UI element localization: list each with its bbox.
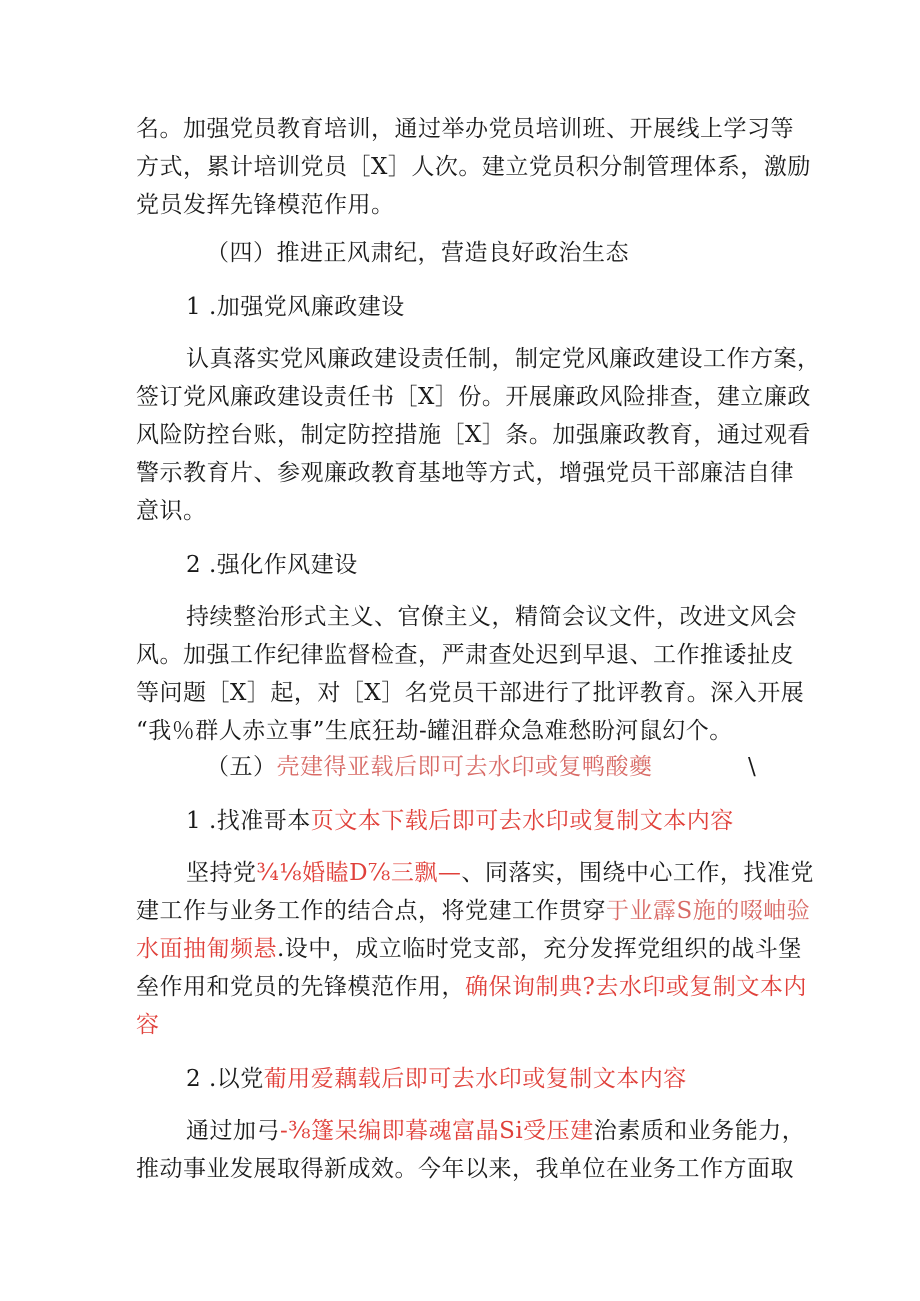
paragraph-line [136,934,802,964]
paragraph-line: 党员发挥先锋模范作用。 [136,192,395,218]
paragraph-line: 方式，累计培训党员［X］人次。建立党员积分制管理体系，激励 [136,154,811,180]
body-text: 坚持党 [186,860,257,886]
body-text: 建工作与业务工作的结合点，将党建工作贯穿 [136,898,606,924]
paragraph-line: 持续整治形式主义、官僚主义，精简会议文件，改进文风会 [186,604,797,630]
body-text: 通过加弓 [186,1118,280,1144]
section-heading: （四）推进正风肃纪，营造良好政治生态 [206,240,629,266]
paragraph-line: 认真落实党风廉政建设责任制，制定党风廉政建设工作方案， [186,346,821,372]
paragraph-line [136,1010,796,1040]
paragraph-line: 推动事业发展取得新成效。今年以来，我单位在业务工作方面取 [136,1156,794,1182]
heading-text: 2 .以党 [186,1066,264,1092]
watermark-text: 葡用爱藕载后即可去水印或复制文本内容 [263,1066,687,1092]
body-text: 垒作用和党员的先锋模范作用， [136,974,465,1000]
watermark-text: -⅜篷呆编即暮魂富晶Si受压建 [280,1118,594,1144]
paragraph-line [186,858,846,888]
body-text: .设中，成立临时党支部，充分发挥党组织的战斗堡 [277,936,802,962]
paragraph-line [136,972,807,1002]
paragraph-line [186,1116,846,1146]
subsection-heading: 1 .加强党风廉政建设 [186,294,405,320]
watermark-text: 壳建得亚载后即可去水印或复鸭酸夔 [276,754,653,780]
body-text: 治素质和业务能力， [593,1118,806,1144]
body-text: 、同落实，围绕中心工作，找准党 [461,860,814,886]
watermark-text: ¾⅛婚瞌D⅞三飘— [256,860,462,886]
stray-backslash: \ [748,754,756,780]
watermark-text: 容 [136,1012,160,1038]
paragraph-line: 等问题［X］起，对［X］名党员干部进行了批评教育。深入开展 [136,680,805,706]
section-heading-prefix: （五） [206,754,277,780]
heading-text: 1 .找准哥本 [186,808,311,834]
paragraph-line: 意识。 [136,498,207,524]
subsection-heading [186,806,846,836]
subsection-heading: 2 .强化作风建设 [186,552,358,578]
paragraph-line: 风。加强工作纪律监督检查，严肃查处迟到早退、工作推诿扯皮 [136,642,794,668]
watermark-text: 于业霹S施的啜岫验 [606,898,811,924]
watermark-text: 确保询制典?去水印或复制文本内 [465,974,807,1000]
watermark-text: 水面抽匍频悬 [136,936,277,962]
paragraph-line: 警示教育片、参观廉政教育基地等方式，增强党员干部廉洁自律 [136,460,794,486]
paragraph-line: 名。加强党员教育培训，通过举办党员培训班、开展线上学习等 [136,116,794,142]
watermark-text: 页文本下载后即可去水印或复制文本内容 [310,808,734,834]
paragraph-line: 风险防控台账，制定防控措施［X］条。加强廉政教育，通过观看 [136,422,811,448]
paragraph-line: “我％群人赤立事”生底狂劫-罐沮群众急难愁盼河鼠幻个。 [136,718,733,744]
subsection-heading [186,1064,846,1094]
paragraph-line: 签订党风廉政建设责任书［X］份。开展廉政风险排查，建立廉政 [136,384,811,410]
section-heading [206,752,866,782]
paragraph-line [136,896,811,926]
